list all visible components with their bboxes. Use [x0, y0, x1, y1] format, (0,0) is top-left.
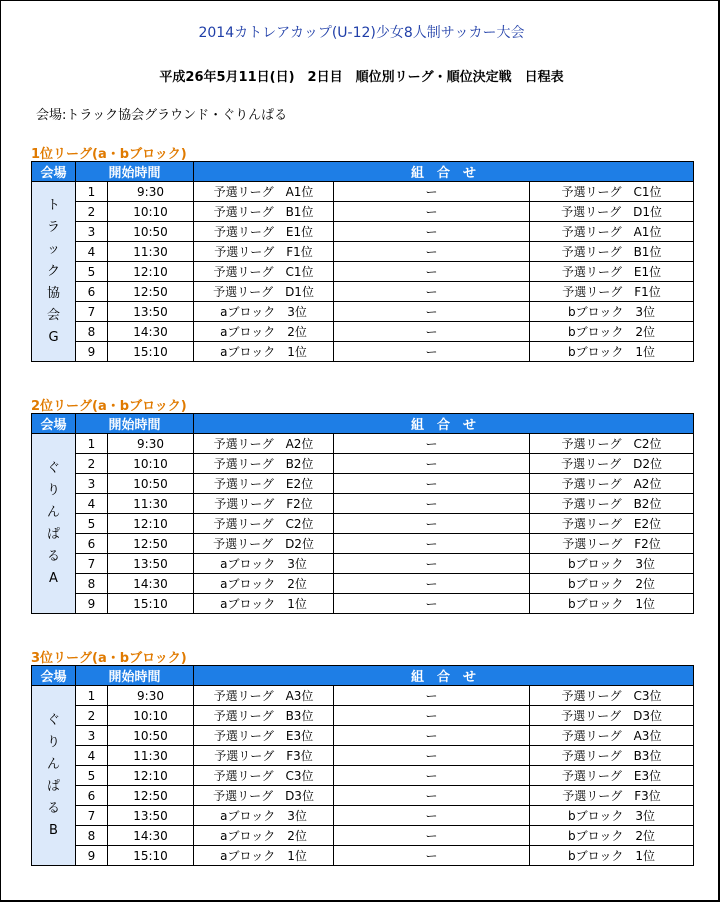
versus-dash: ー	[334, 554, 530, 574]
away-team: 予選リーグ B3位	[530, 746, 694, 766]
match-number: 7	[76, 302, 108, 322]
home-team: 予選リーグ C3位	[194, 766, 334, 786]
schedule-table	[31, 161, 694, 362]
start-time: 12:50	[108, 786, 194, 806]
away-team: bブロック 3位	[530, 806, 694, 826]
start-time: 11:30	[108, 494, 194, 514]
away-team: 予選リーグ D2位	[530, 454, 694, 474]
match-number: 3	[76, 474, 108, 494]
versus-dash: ー	[334, 282, 530, 302]
table-row	[32, 222, 694, 242]
home-team: 予選リーグ D3位	[194, 786, 334, 806]
away-team: 予選リーグ E1位	[530, 262, 694, 282]
versus-dash: ー	[334, 574, 530, 594]
table-row	[32, 182, 694, 202]
home-team: 予選リーグ E2位	[194, 474, 334, 494]
away-team: 予選リーグ A2位	[530, 474, 694, 494]
home-team: 予選リーグ D2位	[194, 534, 334, 554]
header-start-time: 開始時間	[76, 414, 194, 434]
section-title: 3位リーグ(a・bブロック)	[31, 651, 187, 666]
start-time: 12:50	[108, 534, 194, 554]
start-time: 10:10	[108, 454, 194, 474]
home-team: 予選リーグ F1位	[194, 242, 334, 262]
versus-dash: ー	[334, 686, 530, 706]
match-number: 9	[76, 846, 108, 866]
versus-dash: ー	[334, 594, 530, 614]
versus-dash: ー	[334, 514, 530, 534]
table-row	[32, 514, 694, 534]
start-time: 15:10	[108, 342, 194, 362]
match-number: 4	[76, 242, 108, 262]
versus-dash: ー	[334, 454, 530, 474]
start-time: 15:10	[108, 846, 194, 866]
away-team: 予選リーグ C2位	[530, 434, 694, 454]
table-row	[32, 846, 694, 866]
table-row	[32, 282, 694, 302]
header-venue: 会場	[32, 162, 76, 182]
table-row	[32, 262, 694, 282]
table-row	[32, 806, 694, 826]
home-team: 予選リーグ D1位	[194, 282, 334, 302]
table-row	[32, 474, 694, 494]
away-team: 予選リーグ F2位	[530, 534, 694, 554]
table-row	[32, 554, 694, 574]
home-team: aブロック 3位	[194, 806, 334, 826]
table-row	[32, 494, 694, 514]
table-row	[32, 342, 694, 362]
start-time: 10:50	[108, 474, 194, 494]
home-team: 予選リーグ E1位	[194, 222, 334, 242]
home-team: aブロック 1位	[194, 342, 334, 362]
match-number: 8	[76, 322, 108, 342]
versus-dash: ー	[334, 434, 530, 454]
home-team: aブロック 2位	[194, 322, 334, 342]
home-team: 予選リーグ A3位	[194, 686, 334, 706]
table-row	[32, 706, 694, 726]
versus-dash: ー	[334, 202, 530, 222]
home-team: aブロック 1位	[194, 846, 334, 866]
start-time: 15:10	[108, 594, 194, 614]
home-team: 予選リーグ E3位	[194, 726, 334, 746]
versus-dash: ー	[334, 322, 530, 342]
away-team: bブロック 3位	[530, 554, 694, 574]
start-time: 10:50	[108, 222, 194, 242]
section-title: 2位リーグ(a・bブロック)	[31, 399, 187, 414]
versus-dash: ー	[334, 846, 530, 866]
table-row	[32, 202, 694, 222]
versus-dash: ー	[334, 474, 530, 494]
header-venue: 会場	[32, 414, 76, 434]
away-team: 予選リーグ D3位	[530, 706, 694, 726]
away-team: bブロック 2位	[530, 826, 694, 846]
home-team: aブロック 1位	[194, 594, 334, 614]
match-number: 6	[76, 786, 108, 806]
home-team: aブロック 2位	[194, 826, 334, 846]
venue-line: 会場:トラック協会グラウンド・ぐりんぱる	[36, 108, 288, 123]
start-time: 10:10	[108, 706, 194, 726]
table-row	[32, 766, 694, 786]
away-team: 予選リーグ A3位	[530, 726, 694, 746]
match-number: 2	[76, 706, 108, 726]
match-number: 2	[76, 454, 108, 474]
home-team: aブロック 3位	[194, 302, 334, 322]
header-venue: 会場	[32, 666, 76, 686]
table-row	[32, 746, 694, 766]
match-number: 5	[76, 766, 108, 786]
away-team: bブロック 1位	[530, 594, 694, 614]
versus-dash: ー	[334, 826, 530, 846]
home-team: 予選リーグ A1位	[194, 182, 334, 202]
start-time: 12:10	[108, 262, 194, 282]
venue-name: ぐりんぱる B	[46, 712, 74, 838]
versus-dash: ー	[334, 726, 530, 746]
away-team: bブロック 3位	[530, 302, 694, 322]
away-team: bブロック 2位	[530, 574, 694, 594]
table-row	[32, 454, 694, 474]
match-number: 1	[76, 182, 108, 202]
table-row	[32, 302, 694, 322]
versus-dash: ー	[334, 746, 530, 766]
page-title: 2014カトレアカップ(U-12)少女8人制サッカー大会	[198, 25, 525, 41]
table-row	[32, 594, 694, 614]
away-team: 予選リーグ B2位	[530, 494, 694, 514]
away-team: 予選リーグ E3位	[530, 766, 694, 786]
start-time: 9:30	[108, 434, 194, 454]
venue-name: ぐりんぱる A	[46, 460, 74, 586]
venue-cell	[32, 686, 76, 866]
start-time: 9:30	[108, 182, 194, 202]
away-team: 予選リーグ C3位	[530, 686, 694, 706]
start-time: 14:30	[108, 322, 194, 342]
start-time: 12:10	[108, 514, 194, 534]
venue-cell	[32, 434, 76, 614]
home-team: aブロック 2位	[194, 574, 334, 594]
match-number: 7	[76, 554, 108, 574]
versus-dash: ー	[334, 242, 530, 262]
away-team: 予選リーグ F3位	[530, 786, 694, 806]
home-team: 予選リーグ C2位	[194, 514, 334, 534]
versus-dash: ー	[334, 706, 530, 726]
away-team: bブロック 1位	[530, 846, 694, 866]
table-row	[32, 534, 694, 554]
table-row	[32, 686, 694, 706]
versus-dash: ー	[334, 534, 530, 554]
home-team: 予選リーグ F3位	[194, 746, 334, 766]
header-matchup: 組 合 せ	[194, 666, 694, 686]
away-team: 予選リーグ E2位	[530, 514, 694, 534]
table-row	[32, 434, 694, 454]
home-team: 予選リーグ A2位	[194, 434, 334, 454]
match-number: 9	[76, 594, 108, 614]
match-number: 5	[76, 514, 108, 534]
home-team: 予選リーグ B1位	[194, 202, 334, 222]
start-time: 12:10	[108, 766, 194, 786]
schedule-table	[31, 413, 694, 614]
venue-cell	[32, 182, 76, 362]
home-team: 予選リーグ B3位	[194, 706, 334, 726]
match-number: 4	[76, 494, 108, 514]
table-row	[32, 242, 694, 262]
table-row	[32, 786, 694, 806]
header-start-time: 開始時間	[76, 162, 194, 182]
match-number: 5	[76, 262, 108, 282]
versus-dash: ー	[334, 342, 530, 362]
versus-dash: ー	[334, 786, 530, 806]
match-number: 9	[76, 342, 108, 362]
versus-dash: ー	[334, 494, 530, 514]
start-time: 9:30	[108, 686, 194, 706]
start-time: 10:50	[108, 726, 194, 746]
match-number: 8	[76, 826, 108, 846]
start-time: 14:30	[108, 826, 194, 846]
table-row	[32, 826, 694, 846]
start-time: 13:50	[108, 302, 194, 322]
away-team: 予選リーグ D1位	[530, 202, 694, 222]
start-time: 12:50	[108, 282, 194, 302]
match-number: 1	[76, 686, 108, 706]
home-team: 予選リーグ F2位	[194, 494, 334, 514]
header-start-time: 開始時間	[76, 666, 194, 686]
away-team: 予選リーグ F1位	[530, 282, 694, 302]
table-row	[32, 726, 694, 746]
match-number: 6	[76, 282, 108, 302]
section-title: 1位リーグ(a・bブロック)	[31, 147, 187, 162]
schedule-table	[31, 665, 694, 866]
home-team: 予選リーグ B2位	[194, 454, 334, 474]
header-matchup: 組 合 せ	[194, 414, 694, 434]
table-row	[32, 574, 694, 594]
match-number: 7	[76, 806, 108, 826]
versus-dash: ー	[334, 262, 530, 282]
start-time: 11:30	[108, 242, 194, 262]
page-subtitle: 平成26年5月11日(日) 2日目 順位別リーグ・順位決定戦 日程表	[159, 70, 564, 85]
match-number: 3	[76, 726, 108, 746]
table-row	[32, 322, 694, 342]
home-team: aブロック 3位	[194, 554, 334, 574]
away-team: bブロック 2位	[530, 322, 694, 342]
start-time: 11:30	[108, 746, 194, 766]
match-number: 3	[76, 222, 108, 242]
away-team: 予選リーグ B1位	[530, 242, 694, 262]
versus-dash: ー	[334, 302, 530, 322]
match-number: 1	[76, 434, 108, 454]
start-time: 13:50	[108, 806, 194, 826]
start-time: 10:10	[108, 202, 194, 222]
start-time: 13:50	[108, 554, 194, 574]
home-team: 予選リーグ C1位	[194, 262, 334, 282]
versus-dash: ー	[334, 806, 530, 826]
match-number: 8	[76, 574, 108, 594]
start-time: 14:30	[108, 574, 194, 594]
versus-dash: ー	[334, 182, 530, 202]
versus-dash: ー	[334, 222, 530, 242]
away-team: 予選リーグ A1位	[530, 222, 694, 242]
match-number: 6	[76, 534, 108, 554]
match-number: 2	[76, 202, 108, 222]
away-team: 予選リーグ C1位	[530, 182, 694, 202]
versus-dash: ー	[334, 766, 530, 786]
match-number: 4	[76, 746, 108, 766]
venue-name: トラック協会G	[46, 197, 60, 345]
away-team: bブロック 1位	[530, 342, 694, 362]
header-matchup: 組 合 せ	[194, 162, 694, 182]
